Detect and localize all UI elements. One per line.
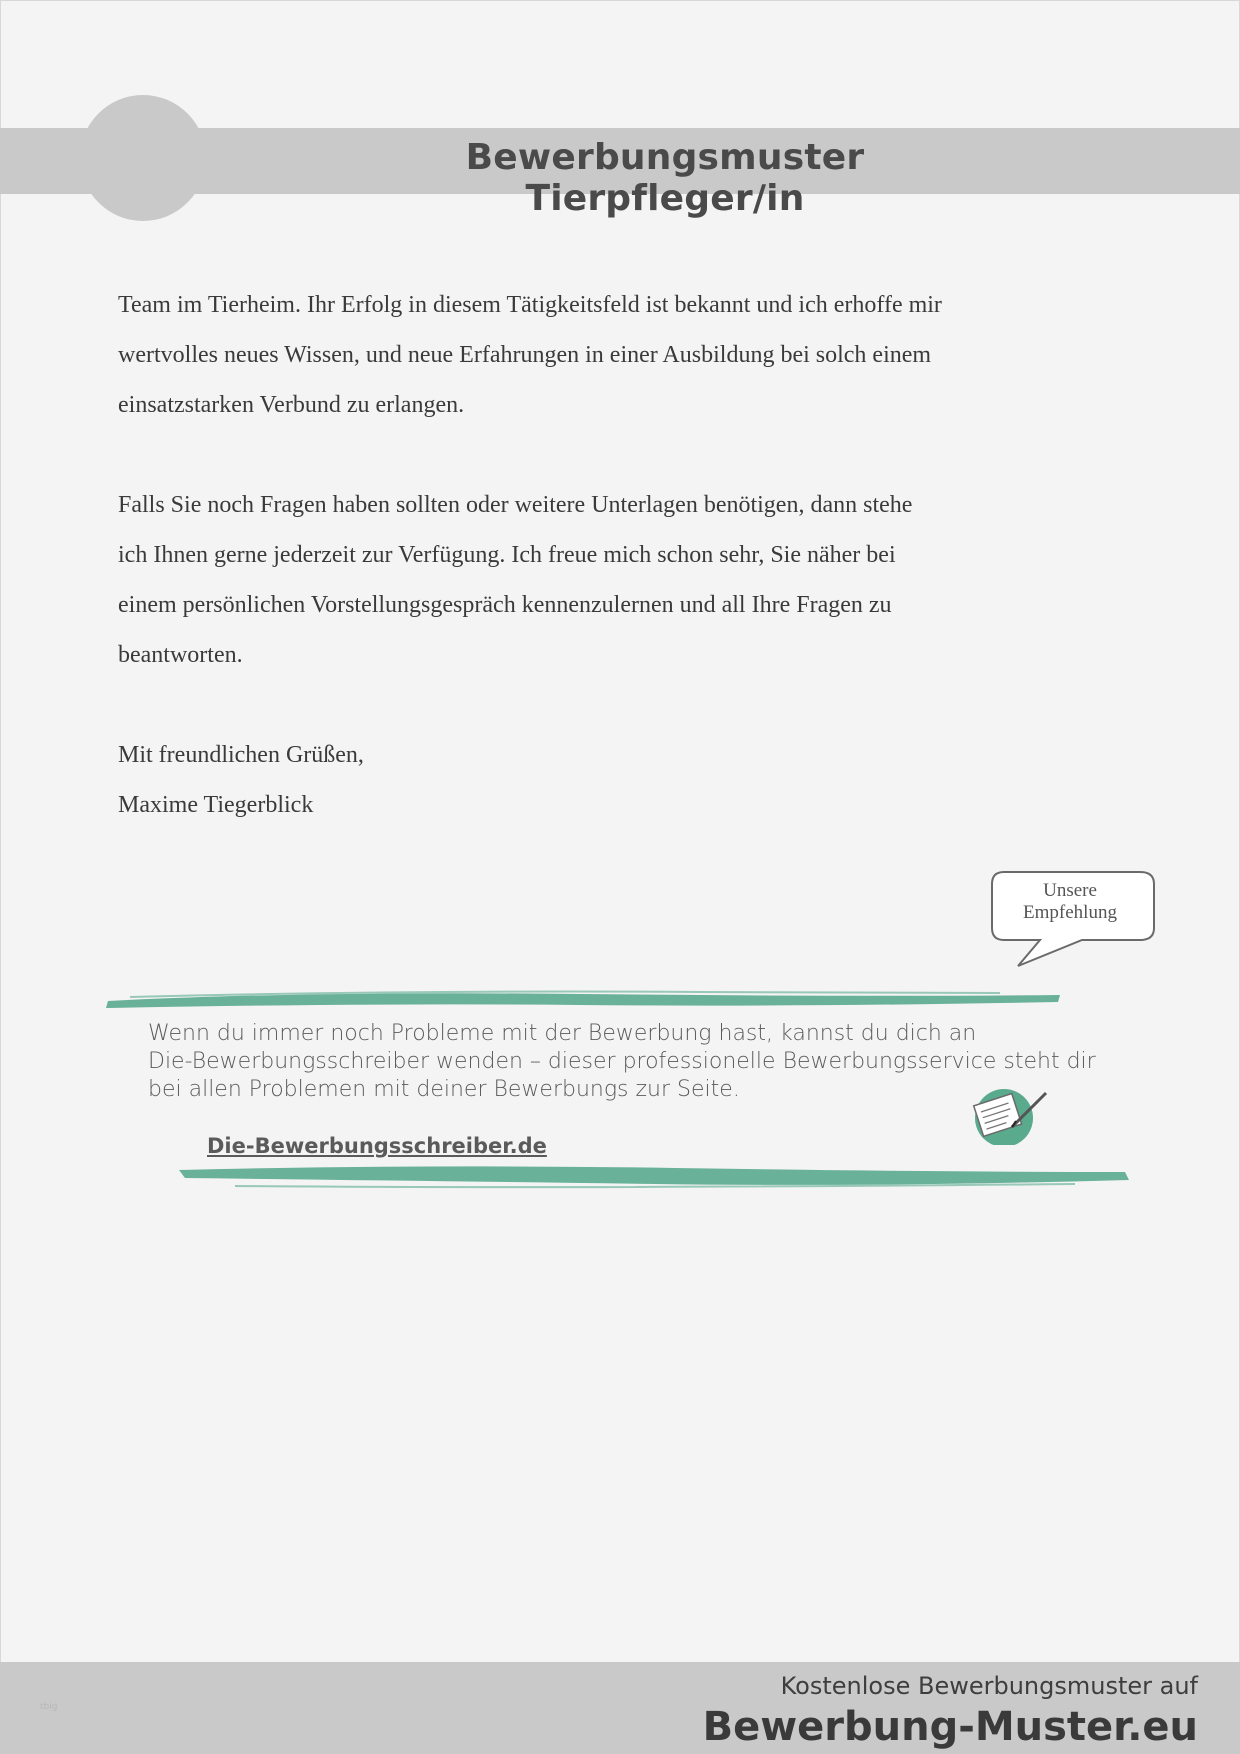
bubble-line: Empfehlung bbox=[1023, 902, 1117, 923]
bubble-line: Unsere bbox=[1043, 880, 1097, 901]
service-link[interactable]: Die-Bewerbungsschreiber.de bbox=[207, 1134, 547, 1158]
letter-line: Team im Tierheim. Ihr Erfolg in diesem Tätigkeitsfeld ist bekannt und ich erhoffe mir bbox=[118, 292, 942, 318]
letter-line: Falls Sie noch Fragen haben sollten oder weitere Unterlagen benötigen, dann stehe bbox=[118, 492, 913, 518]
letter-signature: Maxime Tiegerblick bbox=[118, 792, 314, 818]
letter-closing: Mit freundlichen Grüßen, bbox=[118, 742, 364, 768]
page-title: Bewerbungsmuster Tierpfleger/in bbox=[465, 137, 865, 219]
letter-line: beantworten. bbox=[118, 642, 243, 668]
brush-stroke-top bbox=[100, 985, 1070, 1015]
brush-stroke-bottom bbox=[175, 1160, 1135, 1192]
letter-line: ich Ihnen gerne jederzeit zur Verfügung. Ich freue mich schon sehr, Sie näher bei bbox=[118, 542, 896, 568]
footer-tagline: Kostenlose Bewerbungsmuster auf bbox=[780, 1672, 1198, 1700]
recommendation-bubble bbox=[990, 868, 1160, 968]
recommendation-text bbox=[148, 1020, 1108, 1104]
footer-site-name[interactable]: Bewerbung-Muster.eu bbox=[702, 1704, 1198, 1750]
promo-line: Die-Bewerbungsschreiber wenden – dieser professionelle Bewerbungsservice steht dir bbox=[148, 1049, 1096, 1074]
letter-line: einem persönlichen Vorstellungsgespräch kennenzulernen und all Ihre Fragen zu bbox=[118, 592, 892, 618]
letter-line: wertvolles neues Wissen, und neue Erfahrungen in einer Ausbildung bei solch einem bbox=[118, 342, 932, 368]
letter-body bbox=[118, 280, 1128, 830]
promo-line: Wenn du immer noch Probleme mit der Bewerbung hast, kannst du dich an bbox=[148, 1021, 977, 1046]
document-pen-icon bbox=[970, 1085, 1050, 1145]
promo-line: bei allen Problemen mit deiner Bewerbungs zur Seite. bbox=[148, 1077, 740, 1102]
letter-line: einsatzstarken Verbund zu erlangen. bbox=[118, 392, 465, 418]
footer-watermark: tbig bbox=[40, 1702, 58, 1712]
